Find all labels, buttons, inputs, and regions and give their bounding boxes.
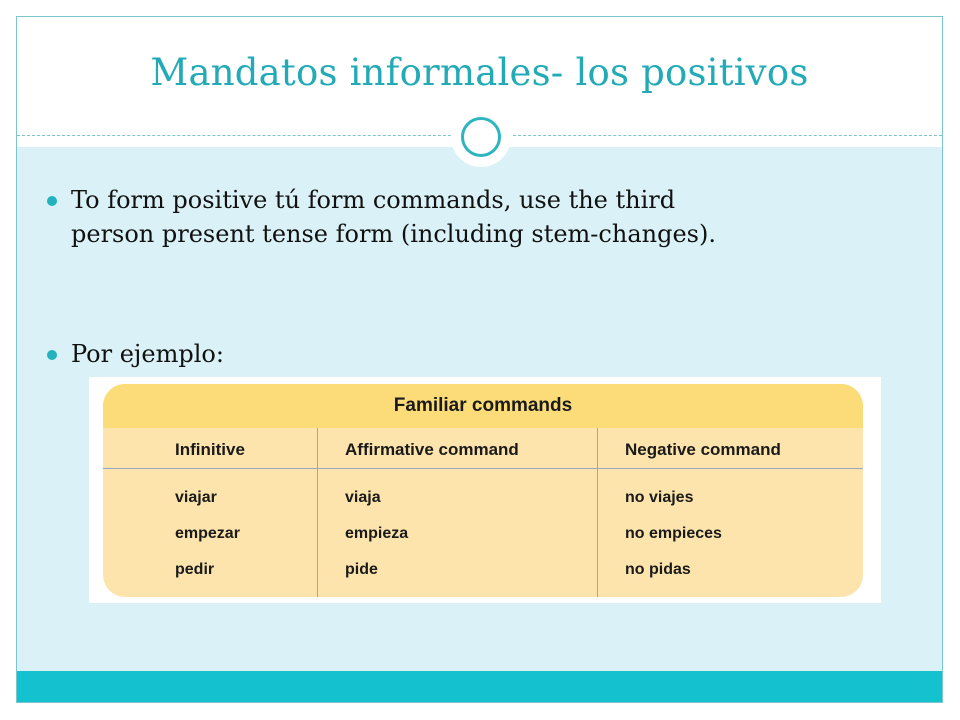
commands-table-figure: [89, 377, 881, 603]
table-cell: pide: [345, 561, 378, 578]
bullet-line: To form positive tú form commands, use the third: [71, 186, 676, 214]
table-cell: empieza: [345, 525, 409, 542]
slide-title: Mandatos informales- los positivos: [150, 51, 809, 94]
table-cell: no viajes: [625, 489, 694, 506]
column-header-affirmative: Affirmative command: [345, 440, 519, 459]
header-divider: [103, 468, 863, 469]
circle-ornament-icon: [461, 117, 501, 157]
bullet-text: Por ejemplo:: [71, 340, 224, 368]
bullet-dot-icon: [47, 350, 57, 360]
bullet-item-2: [47, 337, 447, 371]
slide: [16, 16, 943, 703]
table-title: Familiar commands: [103, 384, 863, 428]
table-cell: empezar: [175, 525, 240, 542]
column-header-negative: Negative command: [625, 440, 781, 459]
bottom-band: [17, 671, 942, 703]
table-cell: viajar: [175, 489, 217, 506]
table-cell: pedir: [175, 561, 215, 578]
table-cell: no pidas: [625, 561, 691, 578]
bullet-item-1: [47, 183, 927, 253]
table-cell: no empieces: [625, 525, 722, 542]
bullet-dot-icon: [47, 196, 57, 206]
commands-table: [103, 384, 863, 597]
column-divider: [597, 428, 598, 597]
table-cell: viaja: [345, 489, 381, 506]
column-divider: [317, 428, 318, 597]
bullet-text: [71, 183, 716, 251]
column-header-infinitive: Infinitive: [175, 440, 245, 459]
bullet-line: person present tense form (including stem-changes).: [71, 220, 716, 248]
